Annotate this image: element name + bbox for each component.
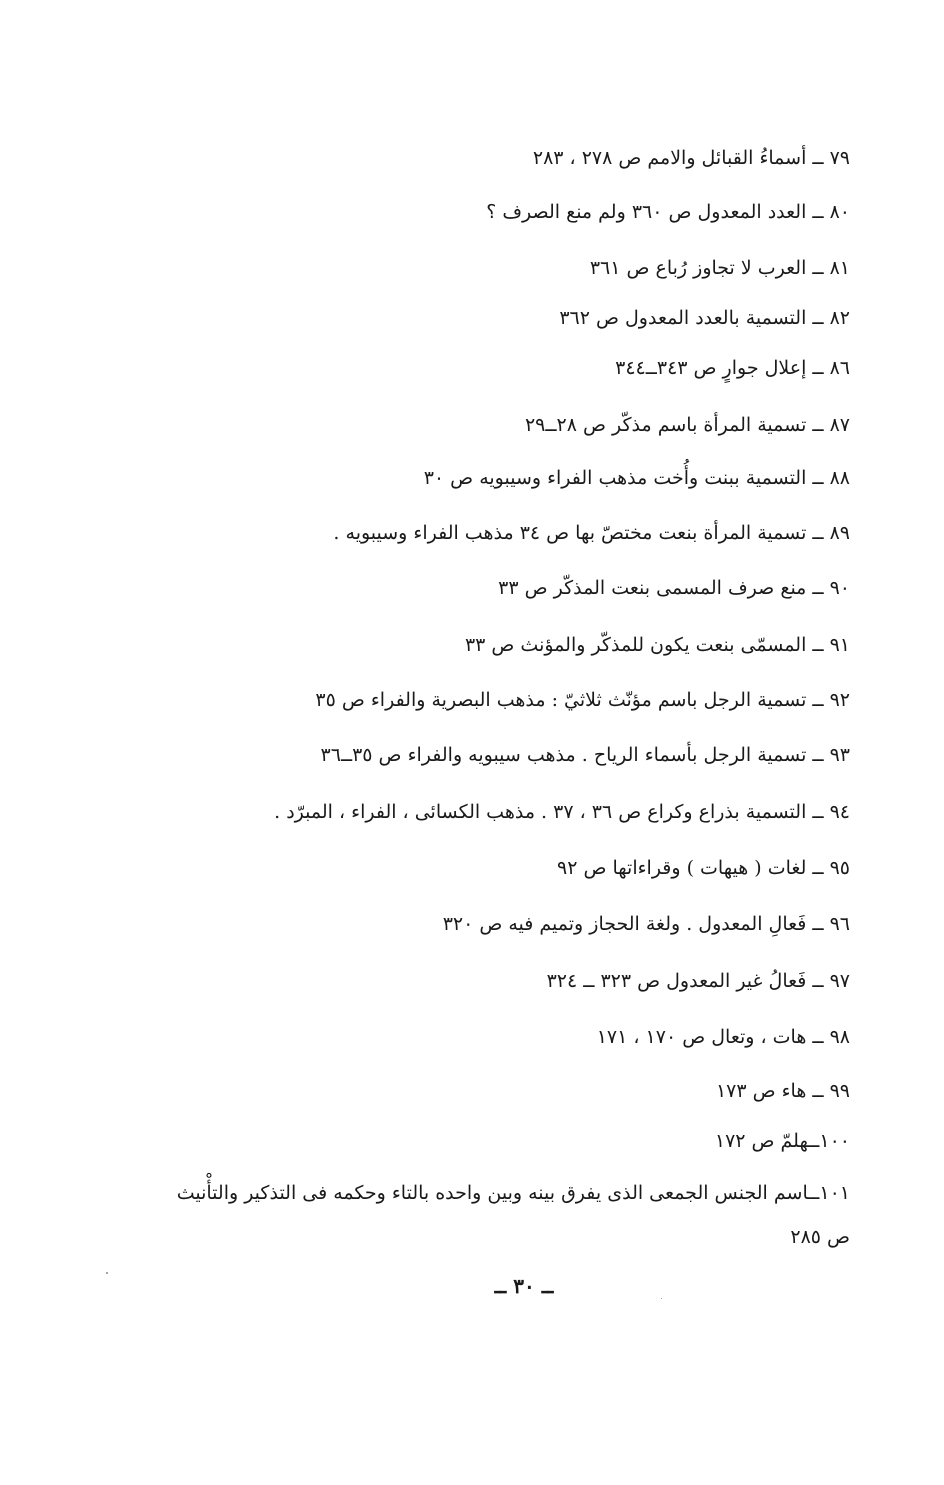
index-entry-88: ٨٨ ــ التسمية ببنت وأُخت مذهب الفراء وسيبويه ص ٣٠ (423, 467, 850, 489)
page-number: ــ ٣٠ ــ (494, 1274, 554, 1298)
index-entry-86: ٨٦ ــ إعلال جوارٍ ص ٣٤٣ــ٣٤٤ (615, 357, 850, 379)
index-entry-101: ١٠١ــاسم الجنس الجمعى الذى يفرق بينه وبين واحده بالتاء وحكمه فى التذكير والتأْنيث ص ٢٨٥ (176, 1182, 850, 1248)
scan-speck (106, 1272, 108, 1274)
index-entry-100: ١٠٠ــهلمّ ص ١٧٢ (714, 1130, 850, 1152)
index-entry-96: ٩٦ ــ فَعالِ المعدول . ولغة الحجاز وتميم فيه ص ٣٢٠ (442, 913, 850, 935)
index-entry-97: ٩٧ ــ فَعالُ غير المعدول ص ٣٢٣ ــ ٣٢٤ (546, 970, 850, 992)
index-entry-90: ٩٠ ــ منع صرف المسمى بنعت المذكّر ص ٣٣ (498, 577, 850, 599)
index-entry-92: ٩٢ ــ تسمية الرجل باسم مؤنّث ثلاثيّ : مذهب البصرية والفراء ص ٣٥ (315, 689, 850, 711)
index-entry-89: ٨٩ ــ تسمية المرأة بنعت مختصّ بها ص ٣٤ مذهب الفراء وسيبويه . (333, 522, 850, 544)
index-entry-80: ٨٠ ــ العدد المعدول ص ٣٦٠ ولم منع الصرف ؟ (486, 201, 850, 223)
index-entry-99: ٩٩ ــ هاء ص ١٧٣ (715, 1080, 850, 1102)
index-entry-82: ٨٢ ــ التسمية بالعدد المعدول ص ٣٦٢ (559, 307, 850, 329)
index-entry-81: ٨١ ــ العرب لا تجاوز رُباع ص ٣٦١ (589, 257, 850, 279)
index-entry-79: ٧٩ ــ أسماءُ القبائل والامم ص ٢٧٨ ، ٢٨٣ (532, 147, 850, 169)
index-entry-98: ٩٨ ــ هات ، وتعال ص ١٧٠ ، ١٧١ (596, 1026, 850, 1048)
index-entry-95: ٩٥ ــ لغات ( هيهات ) وقراءاتها ص ٩٢ (557, 857, 850, 879)
scan-speck (661, 1298, 662, 1299)
index-entry-87: ٨٧ ــ تسمية المرأة باسم مذكّر ص ٢٨ــ٢٩ (524, 414, 850, 436)
index-entry-93: ٩٣ ــ تسمية الرجل بأسماء الرياح . مذهب سيبويه والفراء ص ٣٥ــ٣٦ (320, 744, 850, 766)
index-entry-94: ٩٤ ــ التسمية بذراع وكراع ص ٣٦ ، ٣٧ . مذهب الكسائى ، الفراء ، المبرّد . (274, 801, 850, 823)
index-entry-91: ٩١ ــ المسمّى بنعت يكون للمذكّر والمؤنث ص ٣٣ (464, 634, 850, 656)
